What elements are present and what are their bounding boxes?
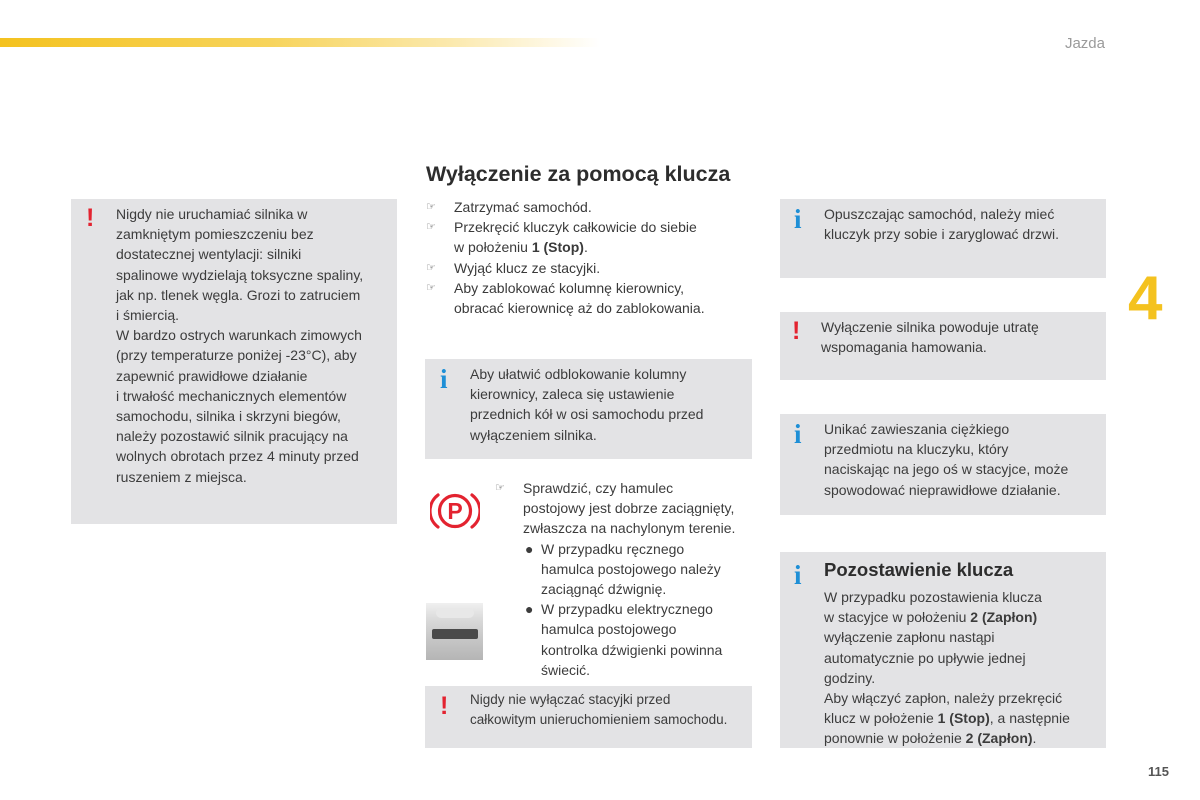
list-item: ● W przypadku elektrycznego hamulca postojowego kontrolka dźwigienki powinna świecić. — [525, 601, 723, 678]
info-icon: i — [440, 364, 448, 394]
ignition-warning-text: Nigdy nie wyłączać stacyjki przed całkowitym unieruchomieniem samochodu. — [470, 692, 728, 728]
chapter-number: 4 — [1128, 264, 1163, 333]
list-item: ☞ Przekręcić kluczyk całkowicie do siebie w położeniu 1 (Stop). — [426, 219, 697, 256]
list-item: ☞ Zatrzymać samochód. — [426, 197, 756, 217]
pointing-hand-icon: ☞ — [426, 281, 436, 294]
page-number: 115 — [1148, 764, 1169, 779]
leave-car-info-text: Opuszczając samochód, należy mieć kluczyk przy sobie i zaryglować drzwi. — [824, 206, 1059, 243]
heavy-keyring-info-text: Unikać zawieszania ciężkiego przedmiotu na kluczyku, który naciskając na jego oś w stacyjce, może spowodować nieprawidłowe działanie. — [824, 421, 1069, 498]
info-icon: i — [794, 419, 802, 449]
list-item: ● W przypadku ręcznego hamulca postojowego należy zaciągnąć dźwignię. — [525, 540, 721, 598]
shutdown-steps-list — [426, 197, 756, 318]
info-icon: i — [794, 560, 802, 590]
list-item: ☞ Aby zablokować kolumnę kierownicy, obracać kierownicę aż do zablokowania. — [426, 279, 705, 317]
exclamation-icon: ! — [440, 692, 449, 720]
pointing-hand-icon: ☞ — [426, 221, 436, 234]
exclamation-icon: ! — [792, 317, 801, 345]
exclamation-icon: ! — [86, 204, 95, 232]
parking-brake-text: ☞ Sprawdzić, czy hamulec postojowy jest dobrze zaciągnięty, zwłaszcza na nachylonym terenie. ● W przypadku ręcznego hamulca postojowego należy zaciągnąć dźwignię. ● W przypadku elektrycznego hamulca postojowego kontrolka dźwigienki powinna świecić. — [495, 478, 757, 680]
bullet-dot-icon: ● — [525, 540, 534, 557]
info-icon: i — [794, 204, 802, 234]
engine-start-warning-text: Nigdy nie uruchamiać silnika w zamkniętym pomieszczeniu bez dostatecznej wentylacji: silniki spalinowe wydzielają toksyczne spaliny, jak np. tlenek węgla. Grozi to zatruciem i śmiercią. W bardzo ostrych warunkach zimowych (przy temperaturze poniżej -23°C), aby zapewnić prawidłowe działanie i trwałość mechanicznych elementów samochodu, silnika i skrzyni biegów, należy pozostawić silnik pracujący na wolnych obrotach przez 4 minuty przed ruszeniem z miejsca. — [116, 206, 364, 485]
section-title: Jazda — [1064, 35, 1105, 52]
parking-brake-icon — [430, 489, 480, 533]
pointing-hand-icon: ☞ — [426, 201, 436, 213]
parking-brake-switch-image — [426, 603, 483, 660]
leaving-key-title: Pozostawienie klucza — [824, 559, 1014, 580]
pointing-hand-icon: ☞ — [495, 482, 505, 494]
list-item: ☞ Wyjąć klucz ze stacyjki. — [426, 258, 756, 278]
header-accent-bar — [0, 38, 600, 47]
parking-brake-sub-list — [523, 539, 757, 680]
steering-unlock-info-text: Aby ułatwić odblokowanie kolumny kierownicy, zaleca się ustawienie przednich kół w osi samochodu przed wyłączeniem silnika. — [470, 366, 704, 443]
bullet-dot-icon: ● — [525, 601, 534, 618]
svg-text:P: P — [447, 498, 463, 524]
brake-assist-warning-text: Wyłączenie silnika powoduje utratę wspomagania hamowania. — [821, 319, 1039, 356]
page-title: Wyłączenie za pomocą klucza — [426, 162, 731, 186]
leaving-key-text: W przypadku pozostawienia klucza w stacyjce w położeniu 2 (Zapłon) wyłączenie zapłonu nastąpi automatycznie po upływie jednej godziny. Aby włączyć zapłon, należy przekręcić klucz w położenie 1 (Stop), a następnie ponownie w położenie 2 (Zapłon). — [824, 589, 1070, 747]
pointing-hand-icon: ☞ — [426, 261, 436, 274]
